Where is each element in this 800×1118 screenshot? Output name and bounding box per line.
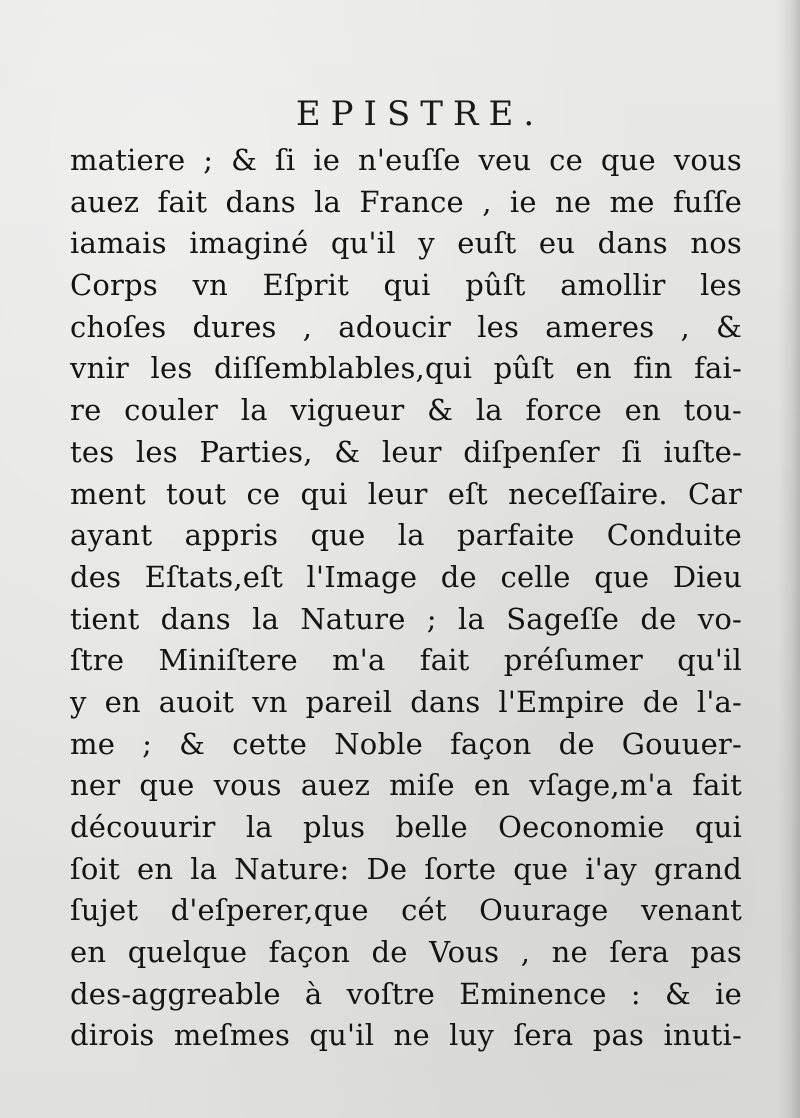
text-line: dirois meſmes qu'il ne luy ſera pas inuti- <box>70 1018 742 1053</box>
text-line: Corps vn Eſprit qui pûſt amollir les <box>70 268 742 303</box>
text-line: des-aggreable à voſtre Eminence : & ie <box>70 976 742 1011</box>
body-text <box>70 140 742 1057</box>
text-line: me ; & cette Noble façon de Gouuer- <box>70 726 742 761</box>
text-line: ner que vous auez miſe en vſage,m'a fait <box>70 768 742 803</box>
text-line: vnir les diſſemblables,qui pûſt en fin fai- <box>70 351 742 386</box>
text-line: ment tout ce qui leur eſt neceſſaire. Car <box>70 476 742 511</box>
text-line: des Eſtats,eſt l'Image de celle que Dieu <box>70 559 742 594</box>
text-line: ſujet d'eſperer,que cét Ouurage venant <box>70 893 742 928</box>
text-line: découurir la plus belle Oeconomie qui <box>70 810 742 844</box>
text-line: choſes dures , adoucir les ameres , & <box>70 309 742 344</box>
text-line: ſtre Miniſtere m'a fait préſumer qu'il <box>70 643 742 678</box>
text-line: en quelque façon de Vous , ne ſera pas <box>70 935 742 970</box>
text-line: iamais imaginé qu'il y euſt eu dans nos <box>70 226 742 261</box>
text-line: auez fait dans la France , ie ne me fuſſe <box>70 184 742 219</box>
text-line: tient dans la Nature ; la Sageſſe de vo- <box>70 601 742 636</box>
text-line: re couler la vigueur & la force en tou- <box>70 393 742 428</box>
text-line: matiere ; & ſi ie n'euſſe veu ce que vous <box>70 143 742 177</box>
page-edge-shadow <box>778 0 800 1118</box>
text-line: ayant appris que la parfaite Conduite <box>70 518 742 553</box>
text-line: ſoit en la Nature: De ſorte que i'ay grand <box>70 851 742 886</box>
text-line: y en auoit vn pareil dans l'Empire de l'a- <box>70 684 742 719</box>
running-head: EPISTRE. <box>295 94 545 134</box>
text-line: tes les Parties, & leur diſpenſer ſi iuſte- <box>70 434 742 469</box>
